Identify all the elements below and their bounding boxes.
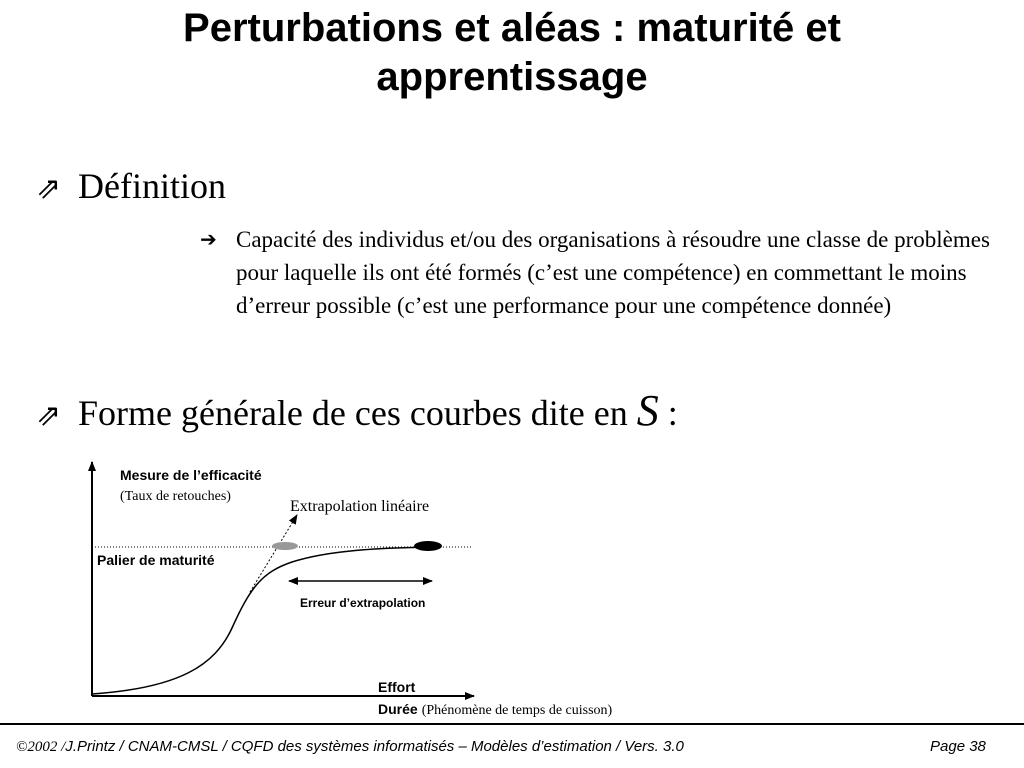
slide-title-line-2: apprentissage	[376, 55, 648, 99]
definition-heading: Définition	[78, 166, 226, 206]
definition-text: Capacité des individus et/ou des organisations à résoudre une classe de problèmes pour laquelle ils ont été formés (c’est une compétence) en commettant le moins d’erreur possible (c’est une performance pour une compétence donnée)	[236, 227, 990, 318]
footer-credit-text: J.Printz / CNAM-CMSL / CQFD des systèmes informatisés – Modèles d’estimation / Vers. 3.0	[65, 738, 684, 755]
y-axis-label: Mesure de l’efficacité	[120, 467, 262, 483]
x-axis-label-duree-text: Durée	[378, 701, 418, 717]
footer-divider	[0, 723, 1024, 725]
hollow-arrow-icon: ⇗	[36, 171, 62, 206]
slide-title-line-1: Perturbations et aléas : maturité et	[183, 6, 841, 50]
actual-plateau-marker	[414, 541, 442, 551]
x-axis-label-duree	[378, 701, 612, 719]
copyright-symbol: ©	[16, 739, 28, 755]
s-curve	[92, 547, 430, 694]
extrapolation-label: Extrapolation linéaire	[290, 498, 430, 515]
plateau-label: Palier de maturité	[97, 552, 215, 568]
x-axis-sublabel: (Phénomène de temps de cuisson)	[421, 703, 613, 718]
forme-heading: Forme générale de ces courbes dite en	[78, 393, 628, 433]
extrapolated-plateau-marker	[272, 542, 298, 550]
y-axis-sublabel: (Taux de retouches)	[120, 489, 231, 504]
footer-page-number: Page 38	[930, 738, 986, 755]
forme-s-letter: S	[636, 386, 659, 435]
forme-colon: :	[658, 393, 678, 433]
arrow-bullet-icon: ➔	[200, 227, 217, 251]
footer-year: 2002 /	[27, 739, 66, 755]
footer-credit	[16, 738, 684, 756]
x-axis-label-effort: Effort	[378, 679, 416, 695]
hollow-arrow-icon: ⇗	[36, 398, 62, 433]
error-label: Erreur d’extrapolation	[300, 596, 426, 610]
